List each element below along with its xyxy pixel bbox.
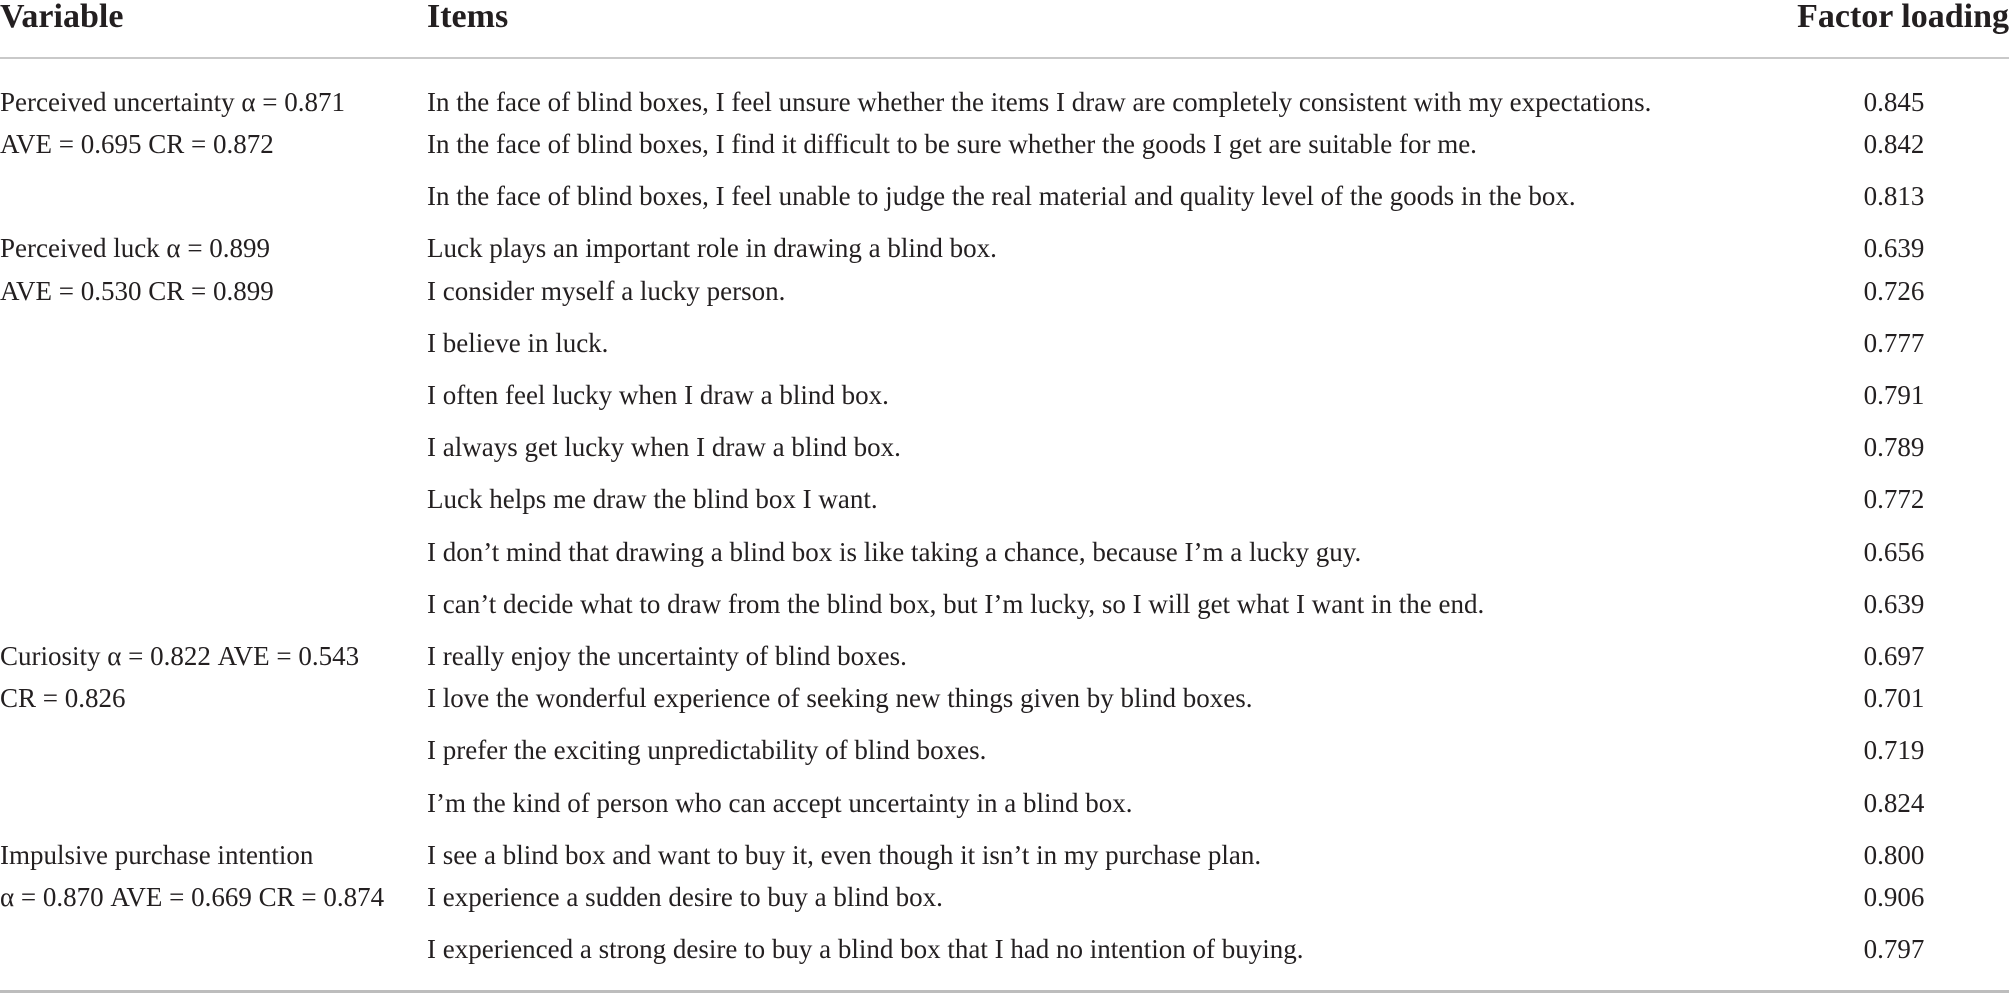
item-text: I experience a sudden desire to buy a blind box. xyxy=(427,882,943,912)
variable-stats: AVE = 0.695 CR = 0.872 xyxy=(0,129,274,159)
variable-label: Perceived luck α = 0.899 xyxy=(0,233,271,263)
header-factor-loading: Factor loading xyxy=(1797,0,2009,35)
item-text: In the face of blind boxes, I find it difficult to be sure whether the goods I get are suitable for me. xyxy=(427,129,1477,159)
item-text: I really enjoy the uncertainty of blind boxes. xyxy=(427,641,907,671)
factor-loading-value: 0.777 xyxy=(1863,328,1925,358)
item-text: I see a blind box and want to buy it, even though it isn’t in my purchase plan. xyxy=(427,840,1262,870)
item-text: I can’t decide what to draw from the blind box, but I’m lucky, so I will get what I want in the end. xyxy=(427,589,1485,619)
item-text: In the face of blind boxes, I feel unsure whether the items I draw are completely consistent with my expectations. xyxy=(427,87,1652,117)
item-text: I often feel lucky when I draw a blind box. xyxy=(427,380,889,410)
factor-loading-value: 0.813 xyxy=(1863,181,1925,211)
factor-loading-value: 0.797 xyxy=(1863,934,1925,964)
header-rule xyxy=(0,57,2009,59)
factor-loading-value: 0.800 xyxy=(1863,840,1925,870)
header-variable: Variable xyxy=(0,0,124,35)
factor-loading-value: 0.639 xyxy=(1863,233,1925,263)
item-text: I prefer the exciting unpredictability of blind boxes. xyxy=(427,735,987,765)
factor-loading-value: 0.656 xyxy=(1863,537,1925,567)
variable-label: Impulsive purchase intention xyxy=(0,840,314,870)
factor-loading-value: 0.639 xyxy=(1863,589,1925,619)
factor-loading-value: 0.726 xyxy=(1863,276,1925,306)
header-items: Items xyxy=(427,0,509,35)
item-text: In the face of blind boxes, I feel unable to judge the real material and quality level of the goods in the box. xyxy=(427,181,1576,211)
factor-loading-value: 0.719 xyxy=(1863,735,1925,765)
item-text: Luck plays an important role in drawing a blind box. xyxy=(427,233,997,263)
factor-loading-value: 0.772 xyxy=(1863,484,1925,514)
factor-loading-value: 0.824 xyxy=(1863,788,1925,818)
factor-loading-value: 0.906 xyxy=(1863,882,1925,912)
variable-stats: CR = 0.826 xyxy=(0,683,126,713)
item-text: I’m the kind of person who can accept uncertainty in a blind box. xyxy=(427,788,1133,818)
factor-loading-value: 0.789 xyxy=(1863,432,1925,462)
item-text: I experienced a strong desire to buy a blind box that I had no intention of buying. xyxy=(427,934,1304,964)
factor-loading-value: 0.845 xyxy=(1863,87,1925,117)
variable-stats: AVE = 0.530 CR = 0.899 xyxy=(0,276,274,306)
factor-loading-value: 0.697 xyxy=(1863,641,1925,671)
factor-loading-value: 0.791 xyxy=(1863,380,1925,410)
variable-label: Curiosity α = 0.822 AVE = 0.543 xyxy=(0,641,360,671)
item-text: I don’t mind that drawing a blind box is like taking a chance, because I’m a lucky guy. xyxy=(427,537,1362,567)
item-text: I always get lucky when I draw a blind box. xyxy=(427,432,901,462)
factor-loading-value: 0.842 xyxy=(1863,129,1925,159)
factor-loading-value: 0.701 xyxy=(1863,683,1925,713)
item-text: I love the wonderful experience of seeking new things given by blind boxes. xyxy=(427,683,1253,713)
item-text: Luck helps me draw the blind box I want. xyxy=(427,484,878,514)
variable-stats: α = 0.870 AVE = 0.669 CR = 0.874 xyxy=(0,882,385,912)
item-text: I believe in luck. xyxy=(427,328,609,358)
item-text: I consider myself a lucky person. xyxy=(427,276,786,306)
variable-label: Perceived uncertainty α = 0.871 xyxy=(0,87,346,117)
